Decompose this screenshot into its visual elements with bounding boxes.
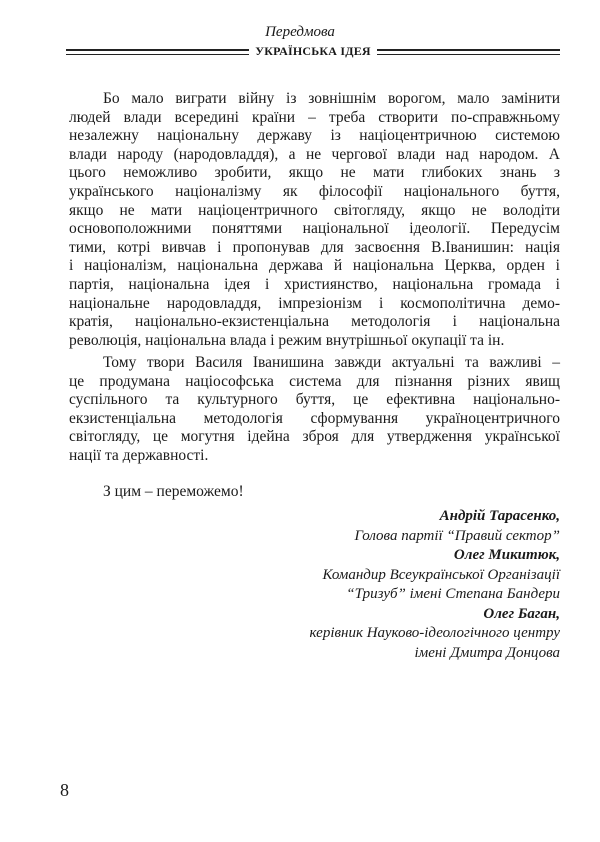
text-line: нації та державності. <box>69 446 209 464</box>
header-rule-left <box>66 49 249 55</box>
text-line: українського націоналізму як філософії національного буття, <box>69 182 560 200</box>
text-line: екзистенціальна методологія сформування україноцентричного <box>69 409 560 427</box>
text-line: партія, національна ідея і християнство, національна громада і <box>69 275 560 293</box>
text-line: цього неможливо зробити, якщо не мати глибоких знань з <box>69 164 560 182</box>
text-line: і націоналізм, національна держава й національна Церква, орден і <box>69 257 560 275</box>
text-line: тими, котрі вивчав і пропонував для засвоєння В.Іванишин: нація <box>69 238 560 256</box>
signature-title: “Тризуб” імені Степана Бандери <box>346 586 560 602</box>
paragraph-2 <box>69 354 560 466</box>
text-line: це продумана націософська система для пізнання різних явищ <box>69 372 560 390</box>
signature-title: Голова партії “Правий сектор” <box>354 527 560 544</box>
text-line: Бо мало виграти війну із зовнішнім ворогом, мало замінити <box>103 90 560 107</box>
text-line: людей влади всередині країни – треба створити по-справжньому <box>69 108 560 126</box>
text-line: революція, національна влада і режим внутрішньої окупації та ін. <box>69 331 505 349</box>
page-number: 8 <box>60 780 69 800</box>
text-line: кратія, національно-екзистенціальна методологія і національна <box>69 313 560 331</box>
section-header <box>66 44 560 59</box>
signature-title: Командир Всеукраїнської Організації <box>322 566 560 583</box>
signature-name: Андрій Тарасенко, <box>439 508 560 524</box>
paragraph-1 <box>69 90 560 350</box>
signature-name: Олег Баган, <box>483 605 560 622</box>
text-line: незалежну національну державу із націоцентричною системою <box>69 127 560 145</box>
signature-name: Олег Микитюк, <box>453 547 560 563</box>
running-title: Передмова <box>265 24 335 40</box>
text-line: основоположними поняттями національної ідеології. Передусім <box>69 220 560 238</box>
section-title: УКРАЇНСЬКА ІДЕЯ <box>255 44 371 58</box>
text-line: влади народу (народовладдя), а не чергової влади над народом. А <box>69 145 560 163</box>
signatures <box>310 507 560 663</box>
text-line: якщо не мати націоцентричного світогляду, якщо не володіти <box>69 201 560 219</box>
signature-title: керівник Науково-ідеологічного центру <box>309 625 560 641</box>
text-line: Тому твори Василя Іванишина завжди актуальні та важливі – <box>103 354 560 371</box>
signature-title: імені Дмитра Донцова <box>414 644 560 661</box>
closing-line: З цим – переможемо! <box>103 483 244 500</box>
text-line: світогляду, це могутня ідейна зброя для утвердження української <box>69 428 560 446</box>
text-line: суспільного та культурного буття, це ефективна національно- <box>69 391 560 409</box>
text-line: національне народовладдя, імпрезіонізм і космополітична демо- <box>69 294 560 312</box>
header-rule-right <box>377 49 560 55</box>
